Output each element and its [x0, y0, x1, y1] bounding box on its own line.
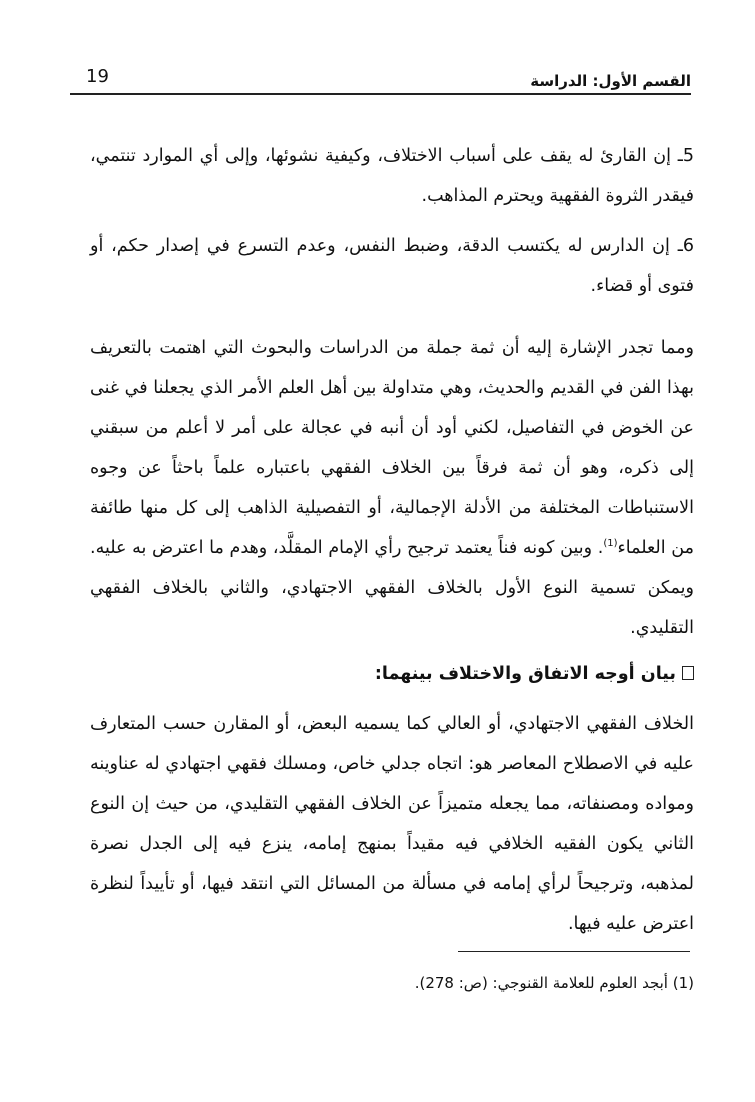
- running-header-title: القسم الأول: الدراسة: [530, 72, 691, 90]
- page-header: [70, 64, 691, 92]
- footnote-divider: [458, 951, 690, 952]
- footnote-text: (1) أبجد العلوم للعلامة القنوجي: (ص: 278).: [414, 974, 694, 992]
- square-bullet-icon: [682, 666, 694, 680]
- paragraph-distinction-part-2: . وبين كونه فناً يعتمد ترجيح رأي الإمام المقلَّد، وهدم ما اعترض به عليه. ويمكن تسمية النوع الأول بالخلاف الفقهي الاجتهادي، والثاني بالخلاف الفقهي التقليدي.: [90, 538, 694, 638]
- section-heading-text: بيان أوجه الاتفاق والاختلاف بينهما:: [374, 664, 676, 684]
- page-number: 19: [86, 66, 109, 87]
- body-text: [90, 136, 694, 944]
- section-heading: [90, 654, 694, 694]
- paragraph-comparison: الخلاف الفقهي الاجتهادي، أو العالي كما يسميه البعض، أو المقارن حسب المتعارف عليه في الاصطلاح المعاصر هو: اتجاه جدلي خاص، ومسلك فقهي اجتهادي له عناوينه ومواده ومصنفاته، مما يجعله متميزاً عن الخلاف الفقهي التقليدي، من حيث إن النوع الثاني يكون الفقيه الخلافي فيه مقيداً بمنهج إمامه، ينزع فيه إلى الجدل نصرة لمذهبه، وترجيحاً لرأي إمامه في مسألة من المسائل التي انتقد فيها، أو تأييداً لنظرة اعترض عليه فيها.: [90, 714, 694, 934]
- paragraph-point-6: 6ـ إن الدارس له يكتسب الدقة، وضبط النفس، وعدم التسرع في إصدار حكم، أو فتوى أو قضاء.: [90, 236, 694, 296]
- footnote-reference: (1): [603, 538, 618, 550]
- paragraph-point-5: 5ـ إن القارئ له يقف على أسباب الاختلاف، وكيفية نشوئها، وإلى أي الموارد تنتمي، فيقدر الثروة الفقهية ويحترم المذاهب.: [90, 146, 694, 206]
- paragraph-distinction: [90, 328, 694, 648]
- paragraph-distinction-part-1: ومما تجدر الإشارة إليه أن ثمة جملة من الدراسات والبحوث التي اهتمت بالتعريف بهذا الفن في القديم والحديث، وهي متداولة بين أهل العلم الأمر الذي يجعلنا في غنى عن الخوض في التفاصيل، لكني أود أن أنبه في عجالة على أمر لا أعلم من سبقني إلى ذكره، وهو أن ثمة فرقاً بين الخلاف الفقهي باعتباره علماً باحثاً عن وجوه الاستنباطات المختلفة من الأدلة الإجمالية، أو التفصيلية الذاهب إلى كل منها طائفة من العلماء: [90, 338, 694, 558]
- header-divider: [70, 93, 691, 95]
